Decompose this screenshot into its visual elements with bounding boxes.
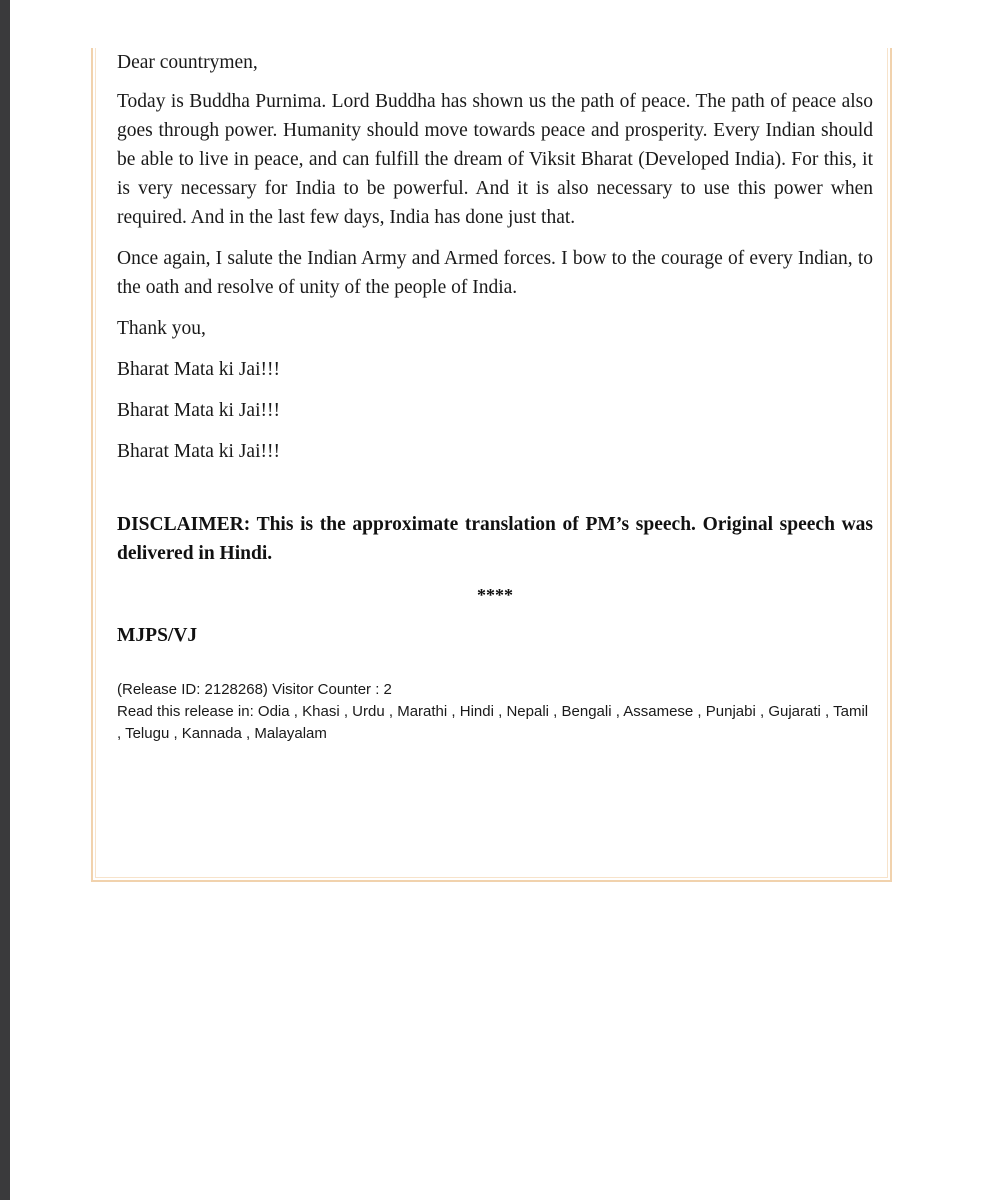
language-link-odia[interactable]: Odia — [257, 703, 290, 720]
disclaimer: DISCLAIMER: This is the approximate translation of PM’s speech. Original speech was delivered in Hindi. — [117, 514, 873, 564]
language-separator: , — [169, 725, 182, 742]
language-separator: , — [693, 703, 706, 720]
language-separator: , — [339, 703, 353, 720]
read-release-in — [117, 701, 873, 745]
language-separator: , — [493, 703, 507, 720]
language-separator: , — [611, 703, 624, 720]
release-id-line: (Release ID: 2128268) Visitor Counter : 2 — [117, 681, 392, 698]
language-link-gujarati[interactable]: Gujarati — [768, 703, 821, 720]
language-link-assamese[interactable]: Assamese — [623, 703, 694, 720]
paragraph-buddha-purnima: Today is Buddha Purnima. Lord Buddha has shown us the path of peace. The path of peace also goes through power. Humanity should move towards peace and prosperity. Every Indian should be able to live in peace, and can fulfill the dream of Viksit Bharat (Developed India). For this, it is very necessary for India to be powerful. And it is also necessary to use this power when required. And in the last few days, India has done just that. — [117, 91, 873, 228]
language-link-nepali[interactable]: Nepali — [506, 703, 549, 720]
slogan-line: Bharat Mata ki Jai!!! — [117, 359, 280, 380]
language-separator: , — [289, 703, 303, 720]
greeting: Dear countrymen, — [117, 52, 258, 73]
language-link-telugu[interactable]: Telugu — [125, 725, 170, 742]
language-separator: , — [820, 703, 834, 720]
left-edge-strip — [0, 0, 10, 1200]
language-link-tamil[interactable]: Tamil — [833, 703, 869, 720]
thanks-line: Thank you, — [117, 318, 206, 339]
read-release-label: Read this release in: — [117, 703, 254, 720]
separator-stars: **** — [477, 585, 513, 605]
slogan-line: Bharat Mata ki Jai!!! — [117, 441, 280, 462]
language-link-urdu[interactable]: Urdu — [352, 703, 385, 720]
language-link-punjabi[interactable]: Punjabi — [705, 703, 756, 720]
language-separator: , — [447, 703, 460, 720]
language-link-khasi[interactable]: Khasi — [302, 703, 340, 720]
language-link-hindi[interactable]: Hindi — [459, 703, 494, 720]
release-code: MJPS/VJ — [117, 625, 198, 646]
press-release-box — [91, 48, 892, 882]
paragraph-salute: Once again, I salute the Indian Army and Armed forces. I bow to the courage of every Indian, to the oath and resolve of unity of the people of India. — [117, 248, 873, 298]
language-link-malayalam[interactable]: Malayalam — [254, 725, 327, 742]
language-separator: , — [241, 725, 255, 742]
release-content — [117, 48, 873, 745]
language-separator: , — [755, 703, 769, 720]
language-link-kannada[interactable]: Kannada — [181, 725, 242, 742]
slogan-line: Bharat Mata ki Jai!!! — [117, 400, 280, 421]
language-separator: , — [548, 703, 562, 720]
language-link-bengali[interactable]: Bengali — [561, 703, 612, 720]
language-link-marathi[interactable]: Marathi — [397, 703, 448, 720]
language-separator: , — [117, 725, 126, 742]
language-separator: , — [384, 703, 398, 720]
